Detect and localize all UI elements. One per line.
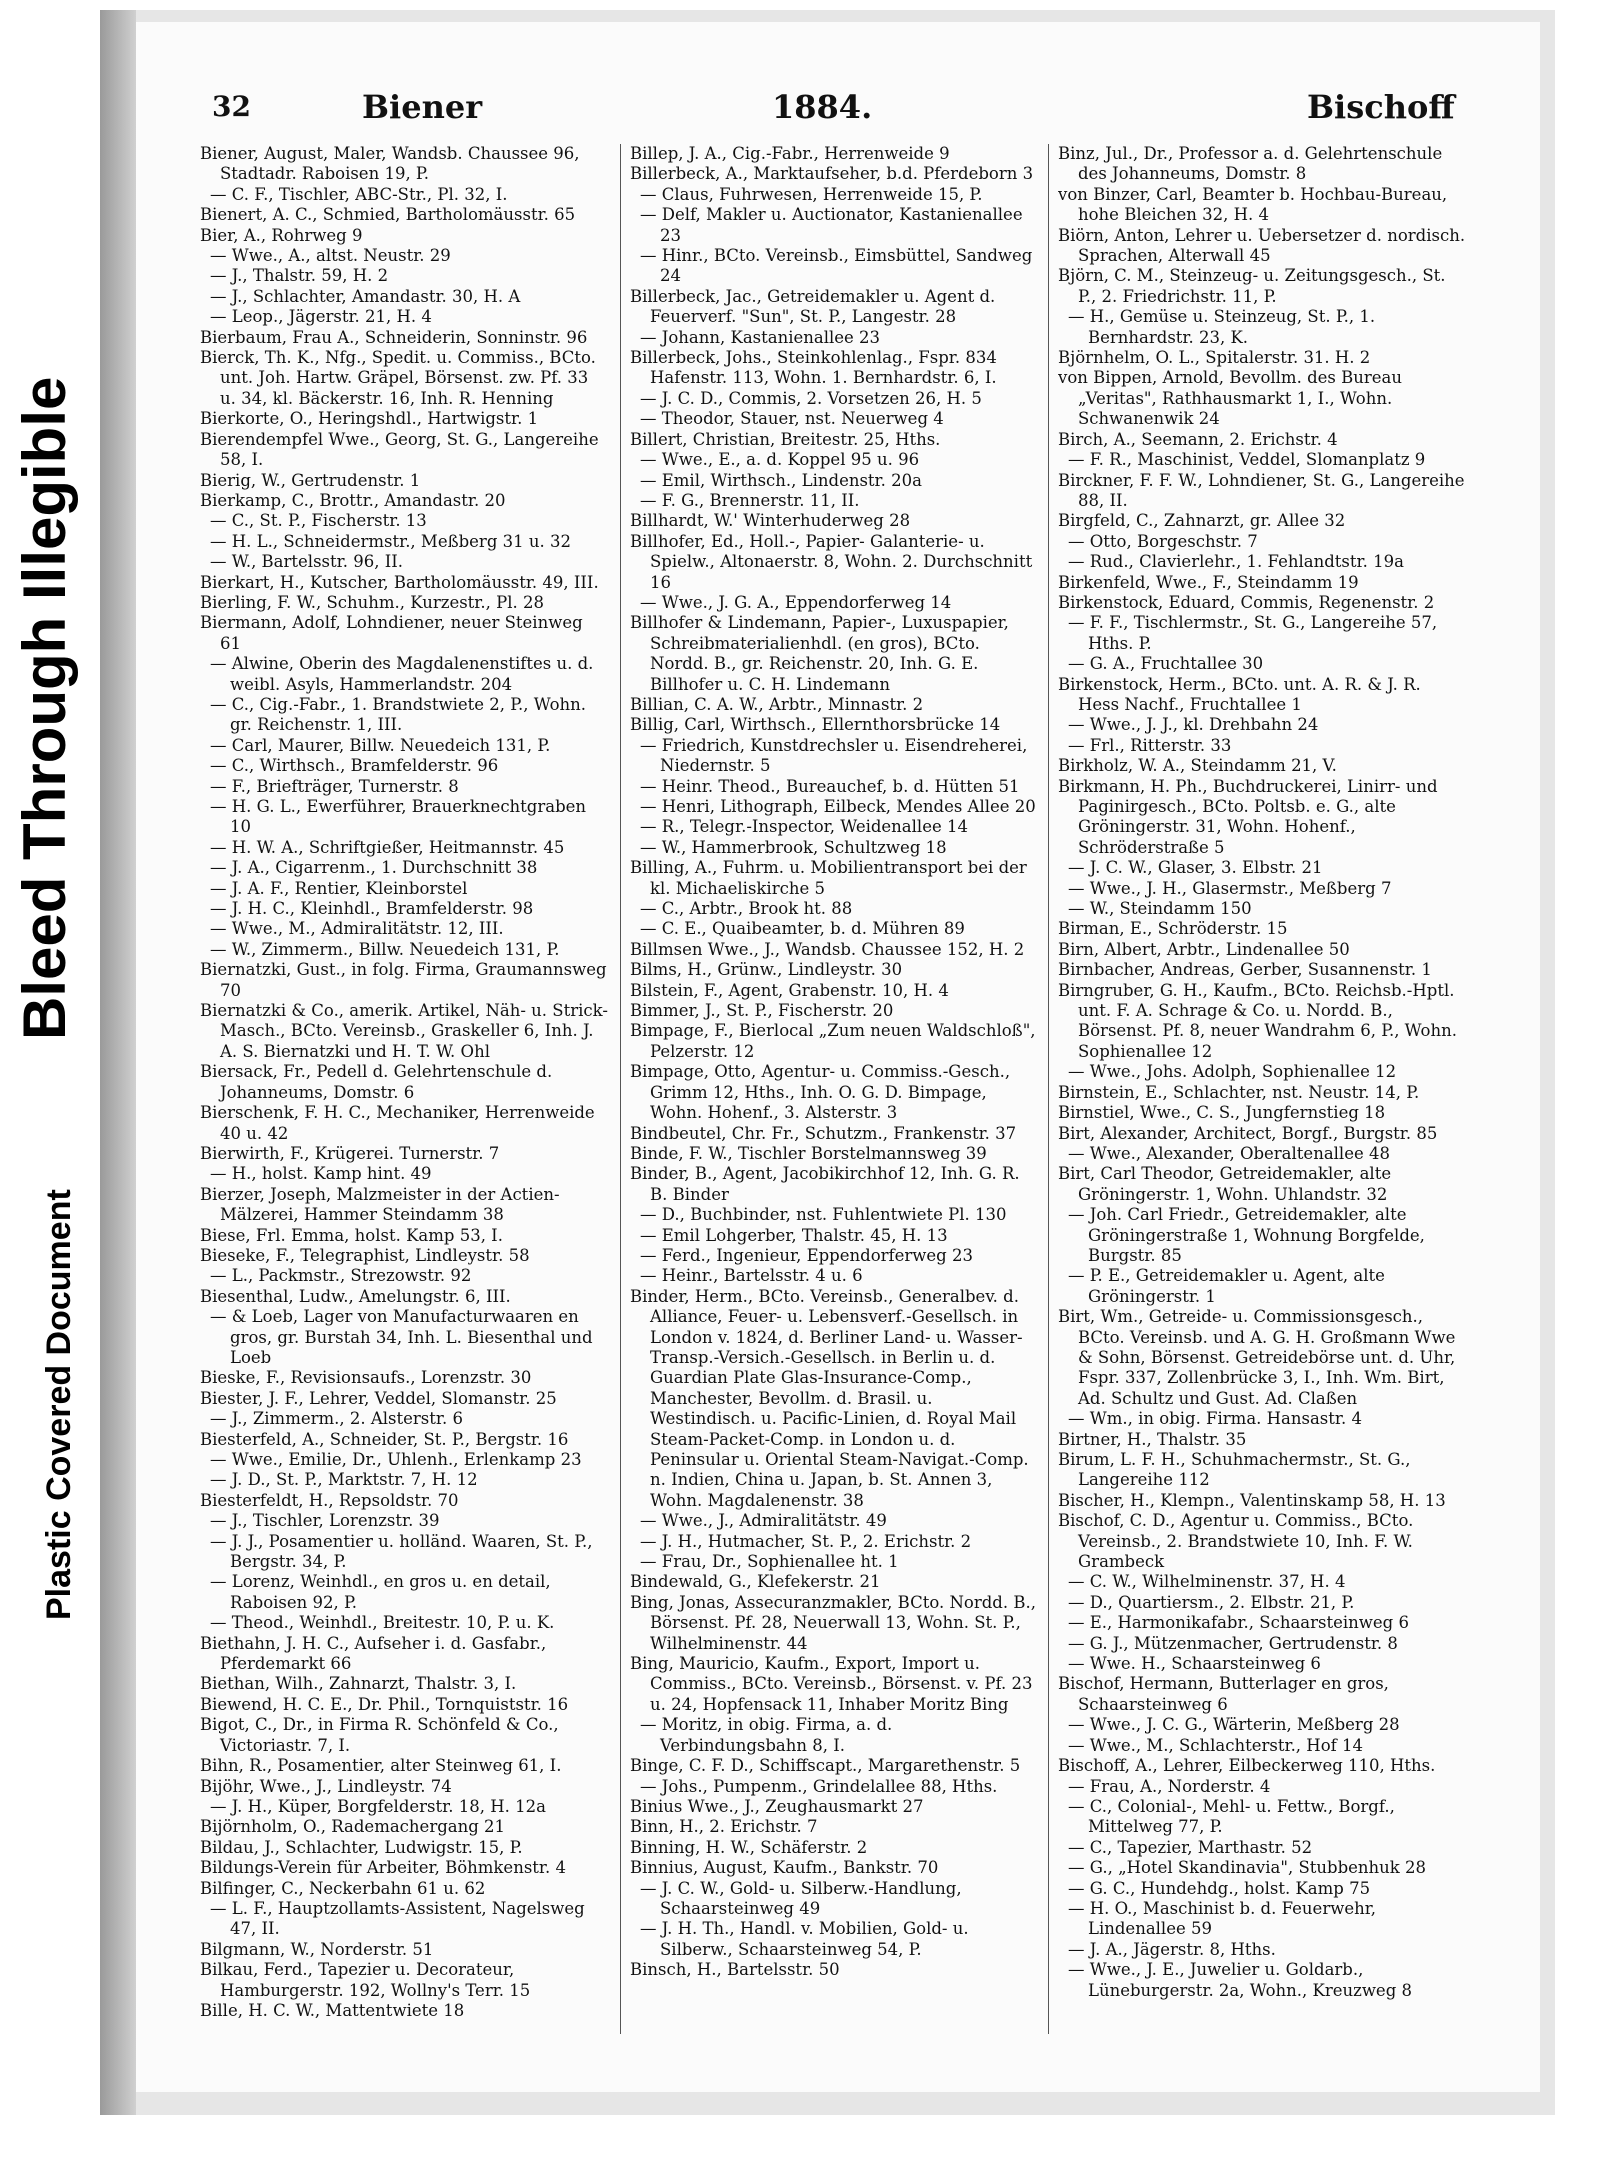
directory-entry: Bijöhr, Wwe., J., Lindleystr. 74 [200, 1776, 452, 1796]
directory-entry: Binsch, H., Bartelsstr. 50 [630, 1960, 840, 1980]
directory-entry: Bierling, F. W., Schuhm., Kurzestr., Pl. 28 [200, 592, 544, 612]
directory-entry: — Heinr. Theod., Bureauchef, b. d. Hütten 51 [640, 776, 1020, 796]
directory-entry: — G., „Hotel Skandinavia", Stubbenhuk 28 [1068, 1858, 1427, 1878]
directory-entry: — D., Quartiersm., 2. Elbstr. 21, P. [1068, 1592, 1355, 1612]
directory-entry: Björnhelm, O. L., Spitalerstr. 31. H. 2 [1058, 348, 1371, 368]
directory-entry: Bierkamp, C., Brottr., Amandastr. 20 [200, 490, 506, 510]
directory-entry: — C., St. P., Fischerstr. 13 [210, 511, 427, 531]
directory-entry: Bischer, H., Klempn., Valentinskamp 58, H. 13 [1058, 1490, 1446, 1510]
directory-entry: — Alwine, Oberin des Magdalenenstiftes u. d. weibl. Asyls, Hammerlandstr. 204 [210, 654, 594, 694]
directory-entry: — C. E., Quaibeamter, b. d. Mühren 89 [640, 919, 965, 939]
directory-entry: — Moritz, in obig. Firma, a. d. Verbindungsbahn 8, I. [640, 1715, 893, 1755]
directory-entry: Biethan, Wilh., Zahnarzt, Thalstr. 3, I. [200, 1674, 517, 1694]
directory-entry: Biersack, Fr., Pedell d. Gelehrtenschule d. Johanneums, Domstr. 6 [200, 1062, 553, 1102]
directory-entry: — J., Tischler, Lorenzstr. 39 [210, 1511, 440, 1531]
directory-entry: — Delf, Makler u. Auctionator, Kastanienallee 23 [640, 205, 1023, 245]
directory-entry: Bindbeutel, Chr. Fr., Schutzm., Frankenstr. 37 [630, 1123, 1017, 1143]
directory-entry: Birnstein, E., Schlachter, nst. Neustr. 14, P. [1058, 1082, 1420, 1102]
directory-entry: — Wwe., A., altst. Neustr. 29 [210, 246, 451, 266]
directory-entry: — P. E., Getreidemakler u. Agent, alte Gröningerstr. 1 [1068, 1266, 1385, 1306]
directory-entry: Bilkau, Ferd., Tapezier u. Decorateur, Hamburgerstr. 192, Wollny's Terr. 15 [200, 1960, 531, 2000]
directory-columns [200, 144, 1464, 2044]
directory-entry: Billerbeck, Johs., Steinkohlenlag., Fspr. 834 Hafenstr. 113, Wohn. 1. Bernhardstr. 6, I. [630, 348, 997, 388]
directory-entry: Bieseke, F., Telegraphist, Lindleystr. 58 [200, 1245, 530, 1265]
directory-entry: Birtner, H., Thalstr. 35 [1058, 1429, 1247, 1449]
directory-entry: — H. O., Maschinist b. d. Feuerwehr, Lindenallee 59 [1068, 1898, 1377, 1939]
directory-entry: Bimpage, F., Bierlocal „Zum neuen Waldschloß", Pelzerstr. 12 [630, 1021, 1036, 1061]
directory-entry: — Theodor, Stauer, nst. Neuerweg 4 [640, 409, 944, 429]
directory-entry: Birkenstock, Herm., BCto. unt. A. R. & J. R. Hess Nachf., Fruchtallee 1 [1058, 674, 1421, 714]
directory-entry: — R., Telegr.-Inspector, Weidenallee 14 [640, 817, 968, 837]
directory-entry: — J., Zimmerm., 2. Alsterstr. 6 [210, 1409, 463, 1429]
column-1 [200, 144, 608, 2021]
column-3 [1058, 144, 1466, 2001]
directory-entry: — & Loeb, Lager von Manufacturwaaren en gros, gr. Burstah 34, Inh. L. Biesenthal und Loeb [210, 1307, 593, 1367]
directory-entry: — J. J., Posamentier u. holländ. Waaren, St. P., Bergstr. 34, P. [210, 1531, 593, 1572]
directory-page [136, 22, 1540, 2092]
directory-entry: — Wwe., J. C. G., Wärterin, Meßberg 28 [1068, 1715, 1400, 1735]
directory-entry: Bildungs-Verein für Arbeiter, Böhmkenstr. 4 [200, 1858, 566, 1878]
directory-entry: — D., Buchbinder, nst. Fuhlentwiete Pl. 130 [640, 1205, 1007, 1225]
directory-entry: Billhardt, W.' Winterhuderweg 28 [630, 511, 911, 531]
directory-entry: — C. F., Tischler, ABC-Str., Pl. 32, I. [210, 184, 508, 204]
directory-entry: — J. H., Hutmacher, St. P., 2. Erichstr. 2 [640, 1531, 972, 1551]
directory-entry: — J. C. D., Commis, 2. Vorsetzen 26, H. 5 [640, 388, 982, 408]
directory-entry: Biernatzki & Co., amerik. Artikel, Näh- u. Strick-Masch., BCto. Vereinsb., Graskeller 6, Inh. J. A. S. Biernatzki und H. T. W. Ohl [200, 1001, 608, 1061]
directory-entry: — C., Tapezier, Marthastr. 52 [1068, 1837, 1313, 1857]
directory-entry: Björn, C. M., Steinzeug- u. Zeitungsgesch., St. P., 2. Friedrichstr. 11, P. [1058, 266, 1446, 306]
directory-entry: Bilgmann, W., Norderstr. 51 [200, 1939, 434, 1959]
book-binding-edge [100, 10, 136, 2115]
directory-entry: — F. G., Brennerstr. 11, II. [640, 490, 860, 510]
directory-entry: Binder, B., Agent, Jacobikirchhof 12, Inh. G. R. B. Binder [630, 1164, 1020, 1204]
directory-entry: — F. R., Maschinist, Veddel, Slomanplatz 9 [1068, 450, 1426, 470]
directory-entry: — Frau, A., Norderstr. 4 [1068, 1776, 1271, 1796]
right-margin-strip [1555, 10, 1600, 2115]
directory-entry: Birt, Carl Theodor, Getreidemakler, alte Gröningerstr. 1, Wohn. Uhlandstr. 32 [1058, 1164, 1392, 1204]
directory-entry: — C., Cig.-Fabr., 1. Brandstwiete 2, P., Wohn. gr. Reichenstr. 1, III. [210, 694, 587, 735]
directory-entry: — Henri, Lithograph, Eilbeck, Mendes Allee 20 [640, 797, 1036, 816]
directory-entry: Binnius, August, Kaufm., Bankstr. 70 [630, 1858, 939, 1878]
directory-entry: — L., Packmstr., Strezowstr. 92 [210, 1266, 472, 1286]
directory-entry: Biesterfeld, A., Schneider, St. P., Bergstr. 16 [200, 1429, 569, 1449]
directory-entry: — Wwe., J., Admiralitätstr. 49 [640, 1511, 887, 1531]
left-margin-strip [0, 0, 95, 2177]
directory-entry: Binning, H. W., Schäferstr. 2 [630, 1837, 868, 1857]
directory-entry: — Leop., Jägerstr. 21, H. 4 [210, 307, 432, 327]
directory-entry: Biewend, H. C. E., Dr. Phil., Tornquiststr. 16 [200, 1694, 569, 1714]
directory-entry: Birkenfeld, Wwe., F., Steindamm 19 [1058, 572, 1359, 592]
directory-entry: Birgfeld, C., Zahnarzt, gr. Allee 32 [1058, 511, 1346, 531]
directory-entry: Bierwirth, F., Krügerei. Turnerstr. 7 [200, 1143, 500, 1163]
directory-entry: — Otto, Borgeschstr. 7 [1068, 531, 1258, 551]
directory-entry: Bilfinger, C., Neckerbahn 61 u. 62 [200, 1878, 486, 1898]
directory-entry: — G. J., Mützenmacher, Gertrudenstr. 8 [1068, 1633, 1398, 1653]
directory-entry: Bilstein, F., Agent, Grabenstr. 10, H. 4 [630, 980, 949, 1000]
directory-entry: — H. W. A., Schriftgießer, Heitmannstr. 45 [210, 837, 565, 857]
column-divider-1 [620, 144, 621, 2034]
directory-entry: Biener, August, Maler, Wandsb. Chaussee 96, Stadtadr. Raboisen 19, P. [200, 144, 580, 184]
directory-entry: Birkmann, H. Ph., Buchdruckerei, Linirr- und Paginirgesch., BCto. Poltsb. e. G., alte Gröningerstr. 31, Wohn. Hohenf., Schröderstraße 5 [1058, 776, 1438, 857]
directory-entry: — Frl., Ritterstr. 33 [1068, 735, 1232, 755]
column-2 [630, 144, 1038, 1981]
directory-entry: Billert, Christian, Breitestr. 25, Hths. [630, 429, 941, 449]
directory-entry: — Emil Lohgerber, Thalstr. 45, H. 13 [640, 1225, 948, 1245]
directory-entry: Birman, E., Schröderstr. 15 [1058, 919, 1288, 939]
directory-entry: Bischof, C. D., Agentur u. Commiss., BCto. Vereinsb., 2. Brandstwiete 10, Inh. F. W. Grambeck [1058, 1511, 1414, 1572]
directory-entry: — Wwe. H., Schaarsteinweg 6 [1068, 1654, 1321, 1674]
directory-entry: Bildau, J., Schlachter, Ludwigstr. 15, P. [200, 1837, 523, 1857]
directory-entry: — Wwe., J. H., Glasermstr., Meßberg 7 [1068, 878, 1392, 898]
directory-entry: Bischoff, A., Lehrer, Eilbeckerweg 110, Hths. [1058, 1756, 1436, 1776]
directory-entry: — E., Harmonikafabr., Schaarsteinweg 6 [1068, 1613, 1409, 1633]
directory-entry: — Wwe., Johs. Adolph, Sophienallee 12 [1068, 1062, 1397, 1082]
directory-entry: Bing, Jonas, Assecuranzmakler, BCto. Nordd. B., Börsenst. Pf. 28, Neuerwall 13, Wohn. St. P., Wilhelminenstr. 44 [630, 1592, 1036, 1653]
page-number: 32 [212, 90, 251, 123]
directory-entry: Biermann, Adolf, Lohndiener, neuer Steinweg 61 [200, 613, 583, 653]
directory-entry: — H., Gemüse u. Steinzeug, St. P., 1. Bernhardstr. 23, K. [1068, 307, 1376, 347]
directory-entry: Bimmer, J., St. P., Fischerstr. 20 [630, 1001, 894, 1021]
page-header [212, 82, 1455, 142]
directory-entry: — Wwe., E., a. d. Koppel 95 u. 96 [640, 450, 920, 470]
directory-entry: — Joh. Carl Friedr., Getreidemakler, alte Gröningerstraße 1, Wohnung Borgfelde, Burgstr. 85 [1068, 1205, 1425, 1265]
directory-entry: Billig, Carl, Wirthsch., Ellernthorsbrücke 14 [630, 715, 1001, 735]
directory-entry: Bille, H. C. W., Mattentwiete 18 [200, 2000, 465, 2020]
directory-entry: — F., Briefträger, Turnerstr. 8 [210, 776, 459, 796]
directory-entry: — H., holst. Kamp hint. 49 [210, 1164, 432, 1184]
directory-entry: Biethahn, J. H. C., Aufseher i. d. Gasfabr., Pferdemarkt 66 [200, 1633, 547, 1674]
directory-entry: Birnstiel, Wwe., C. S., Jungfernstieg 18 [1058, 1103, 1386, 1123]
directory-entry: Billhofer & Lindemann, Papier-, Luxuspapier, Schreibmaterialienhdl. (en gros), BCto. Nordd. B., gr. Reichenstr. 20, Inh. G. E. Billhofer u. C. H. Lindemann [630, 613, 1009, 694]
directory-entry: Bieske, F., Revisionsaufs., Lorenzstr. 30 [200, 1368, 532, 1388]
directory-entry: Binge, C. F. D., Schiffscapt., Margarethenstr. 5 [630, 1756, 1021, 1776]
directory-entry: von Bippen, Arnold, Bevollm. des Bureau „Veritas", Rathhausmarkt 1, I., Wohn. Schwanenwik 24 [1058, 368, 1402, 429]
directory-entry: Bijörnholm, O., Rademachergang 21 [200, 1817, 506, 1837]
directory-entry: — Wwe., J. E., Juwelier u. Goldarb., Lüneburgerstr. 2a, Wohn., Kreuzweg 8 [1068, 1960, 1413, 2000]
directory-entry: — Wwe., M., Admiralitätstr. 12, III. [210, 919, 504, 939]
directory-entry: Billerbeck, Jac., Getreidemakler u. Agent d. Feuerverf. "Sun", St. P., Langestr. 28 [630, 286, 996, 327]
directory-entry: Billhofer, Ed., Holl.-, Papier- Galanterie- u. Spielw., Altonaerstr. 8, Wohn. 2. Durchschnitt 16 [630, 531, 1033, 592]
directory-entry: Binde, F. W., Tischler Borstelmannsweg 39 [630, 1143, 987, 1163]
directory-entry: Binn, H., 2. Erichstr. 7 [630, 1817, 818, 1837]
directory-entry: — Wm., in obig. Firma. Hansastr. 4 [1068, 1409, 1362, 1429]
directory-entry: — C., Arbtr., Brook ht. 88 [640, 899, 853, 919]
directory-entry: Bierzer, Joseph, Malzmeister in der Actien-Mälzerei, Hammer Steindamm 38 [200, 1184, 560, 1225]
directory-entry: — W., Bartelsstr. 96, II. [210, 552, 403, 572]
directory-entry: — Theod., Weinhdl., Breitestr. 10, P. u. K. [210, 1613, 555, 1633]
directory-entry: Biörn, Anton, Lehrer u. Uebersetzer d. nordisch. Sprachen, Alterwall 45 [1058, 225, 1466, 266]
directory-entry: Bilms, H., Grünw., Lindleystr. 30 [630, 960, 903, 980]
column-divider-2 [1048, 144, 1049, 2034]
directory-entry: — J. A., Jägerstr. 8, Hths. [1068, 1939, 1276, 1959]
directory-entry: Birt, Wm., Getreide- u. Commissionsgesch., BCto. Vereinsb. und A. G. H. Großmann Wwe & Sohn, Börsenst. Getreidebörse unt. d. Uhr, Fspr. 337, Zollenbrücke 3, I., Inh. Wm. Birt, Ad. Schultz und Gust. Ad. Claßen [1058, 1307, 1456, 1408]
directory-entry: von Binzer, Carl, Beamter b. Hochbau-Bureau, hohe Bleichen 32, H. 4 [1058, 184, 1448, 225]
directory-entry: Bimpage, Otto, Agentur- u. Commiss.-Gesch., Grimm 12, Hths., Inh. O. G. D. Bimpage, Wohn. Hohenf., 3. Alsterstr. 3 [630, 1062, 1011, 1123]
directory-entry: — Friedrich, Kunstdrechsler u. Eisendreherei, Niedernstr. 5 [640, 735, 1028, 776]
directory-entry: Biesenthal, Ludw., Amelungstr. 6, III. [200, 1286, 511, 1306]
directory-entry: Bier, A., Rohrweg 9 [200, 225, 363, 245]
directory-entry: Bierendempfel Wwe., Georg, St. G., Langereihe 58, I. [200, 429, 599, 470]
directory-entry: Birnbacher, Andreas, Gerber, Susannenstr. 1 [1058, 960, 1432, 980]
directory-entry: Binder, Herm., BCto. Vereinsb., Generalbev. d. Alliance, Feuer- u. Lebensverf.-Gesellsch. in London v. 1824, d. Berliner Land- u. Wasser-Transp.-Versich.-Gesellsch. in Berlin u. d. Guardian Plate Glas-Insurance-Comp., Manchester, Bevollm. d. Brasil. u. Westindisch. u. Pacific-Linien, d. Royal Mail Steam-Packet-Comp. in London u. d. Peninsular u. Oriental Steam-Navigat.-Comp. n. Indien, China u. Japan, b. St. Annen 3, Wohn. Magdalenenstr. 38 [630, 1286, 1029, 1510]
directory-entry: — J., Schlachter, Amandastr. 30, H. A [210, 286, 521, 306]
directory-entry: Bierbaum, Frau A., Schneiderin, Sonninstr. 96 [200, 327, 588, 347]
directory-entry: Birngruber, G. H., Kaufm., BCto. Reichsb.-Hptl. unt. F. A. Schrage & Co. u. Nordd. B., Börsenst. Pf. 8, neuer Wandrahm 6, P., Wohn. Sophienallee 12 [1058, 980, 1457, 1061]
header-left-catchword: Biener [362, 88, 483, 126]
directory-entry: Bing, Mauricio, Kaufm., Export, Import u. Commiss., BCto. Vereinsb., Börsenst. v. Pf. 23 u. 24, Hopfensack 11, Inhaber Moritz Bing [630, 1654, 1033, 1714]
bleed-through-label: Bleed Through Illegible [11, 376, 78, 1040]
directory-entry: Birum, L. F. H., Schuhmachermstr., St. G., Langereihe 112 [1058, 1450, 1411, 1490]
directory-entry: — C., Colonial-, Mehl- u. Fettw., Borgf., Mittelweg 77, P. [1068, 1796, 1395, 1837]
directory-entry: Bischof, Hermann, Butterlager en gros, Schaarsteinweg 6 [1058, 1674, 1389, 1714]
directory-entry: Billian, C. A. W., Arbtr., Minnastr. 2 [630, 694, 924, 714]
directory-entry: Birkholz, W. A., Steindamm 21, V. [1058, 756, 1337, 776]
directory-entry: — Johann, Kastanienallee 23 [640, 327, 881, 347]
directory-entry: Bigot, C., Dr., in Firma R. Schönfeld & Co., Victoriastr. 7, I. [200, 1715, 559, 1755]
directory-entry: Bienert, A. C., Schmied, Bartholomäusstr. 65 [200, 205, 576, 225]
directory-entry: Birckner, F. F. W., Lohndiener, St. G., Langereihe 88, II. [1058, 470, 1465, 510]
directory-entry: Biester, J. F., Lehrer, Veddel, Slomanstr. 25 [200, 1388, 557, 1408]
directory-entry: Bindewald, G., Klefekerstr. 21 [630, 1572, 881, 1592]
directory-entry: — Rud., Clavierlehr., 1. Fehlandtstr. 19a [1068, 552, 1404, 572]
directory-entry: Billmsen Wwe., J., Wandsb. Chaussee 152, H. 2 [630, 939, 1025, 959]
directory-entry: Binius Wwe., J., Zeughausmarkt 27 [630, 1796, 924, 1816]
directory-entry: — W., Hammerbrook, Schultzweg 18 [640, 837, 947, 857]
directory-entry: Biese, Frl. Emma, holst. Kamp 53, I. [200, 1225, 503, 1245]
directory-entry: — J. C. W., Glaser, 3. Elbstr. 21 [1068, 858, 1323, 878]
directory-entry: Biernatzki, Gust., in folg. Firma, Graumannsweg 70 [200, 960, 607, 1000]
directory-entry: Birt, Alexander, Architect, Borgf., Burgstr. 85 [1058, 1123, 1438, 1143]
directory-entry: Bierck, Th. K., Nfg., Spedit. u. Commiss., BCto. unt. Joh. Hartw. Gräpel, Börsenst. zw. Pf. 33 u. 34, kl. Bäckerstr. 16, Inh. R. Henning [200, 348, 596, 408]
directory-entry: — J. H. C., Kleinhdl., Bramfelderstr. 98 [210, 899, 534, 919]
directory-entry: — Claus, Fuhrwesen, Herrenweide 15, P. [640, 184, 983, 204]
directory-entry: — J. H., Küper, Borgfelderstr. 18, H. 12a [210, 1796, 546, 1816]
directory-entry: — G. C., Hundehdg., holst. Kamp 75 [1068, 1878, 1371, 1898]
directory-entry: — J. H. Th., Handl. v. Mobilien, Gold- u. Silberw., Schaarsteinweg 54, P. [640, 1919, 969, 1959]
directory-entry: — J. D., St. P., Marktstr. 7, H. 12 [210, 1470, 478, 1490]
directory-entry: Birkenstock, Eduard, Commis, Regenenstr. 2 [1058, 592, 1435, 612]
directory-entry: — L. F., Hauptzollamts-Assistent, Nagelsweg 47, II. [210, 1898, 585, 1939]
directory-entry: Billerbeck, A., Marktaufseher, b.d. Pferdeborn 3 [630, 164, 1034, 184]
directory-entry: — Wwe., J. J., kl. Drehbahn 24 [1068, 715, 1319, 735]
directory-entry: — Wwe., J. G. A., Eppendorferweg 14 [640, 592, 952, 612]
directory-entry: Bihn, R., Posamentier, alter Steinweg 61, I. [200, 1756, 562, 1776]
directory-entry: — F. F., Tischlermstr., St. G., Langereihe 57, Hths. P. [1068, 613, 1438, 653]
directory-entry: Biesterfeldt, H., Repsoldstr. 70 [200, 1490, 459, 1510]
directory-entry: Bierschenk, F. H. C., Mechaniker, Herrenweide 40 u. 42 [200, 1103, 595, 1143]
directory-entry: — H. L., Schneidermstr., Meßberg 31 u. 32 [210, 531, 571, 551]
plastic-covered-label: Plastic Covered Document [40, 1189, 78, 1620]
directory-entry: — J., Thalstr. 59, H. 2 [210, 266, 389, 286]
directory-entry: — Johs., Pumpenm., Grindelallee 88, Hths. [640, 1776, 998, 1796]
directory-entry: — Frau, Dr., Sophienallee ht. 1 [640, 1552, 899, 1572]
directory-entry: — G. A., Fruchtallee 30 [1068, 654, 1264, 674]
directory-entry: — Ferd., Ingenieur, Eppendorferweg 23 [640, 1245, 973, 1265]
directory-entry: — J. C. W., Gold- u. Silberw.-Handlung, Schaarsteinweg 49 [640, 1878, 962, 1918]
directory-entry: Binz, Jul., Dr., Professor a. d. Gelehrtenschule des Johanneums, Domstr. 8 [1058, 144, 1443, 184]
directory-entry: — J. A. F., Rentier, Kleinborstel [210, 878, 468, 898]
directory-entry: — Heinr., Bartelsstr. 4 u. 6 [640, 1266, 863, 1286]
directory-entry: — Wwe., Emilie, Dr., Uhlenh., Erlenkamp 23 [210, 1450, 582, 1469]
directory-entry: — H. G. L., Ewerführer, Brauerknechtgraben 10 [210, 797, 587, 837]
directory-entry: Birch, A., Seemann, 2. Erichstr. 4 [1058, 429, 1338, 449]
directory-entry: — J. A., Cigarrenm., 1. Durchschnitt 38 [210, 858, 538, 878]
directory-entry: — Hinr., BCto. Vereinsb., Eimsbüttel, Sandweg 24 [640, 246, 1033, 286]
directory-entry: — Wwe., M., Schlachterstr., Hof 14 [1068, 1735, 1363, 1755]
directory-entry: Bierig, W., Gertrudenstr. 1 [200, 470, 421, 490]
directory-entry: — Wwe., Alexander, Oberaltenallee 48 [1068, 1143, 1390, 1163]
directory-entry: — C., Wirthsch., Bramfelderstr. 96 [210, 756, 499, 776]
directory-entry: Birn, Albert, Arbtr., Lindenallee 50 [1058, 939, 1350, 959]
directory-entry: — Emil, Wirthsch., Lindenstr. 20a [640, 470, 922, 490]
directory-entry: Bierkorte, O., Heringshdl., Hartwigstr. 1 [200, 409, 539, 429]
directory-entry: — W., Zimmerm., Billw. Neuedeich 131, P. [210, 939, 560, 959]
directory-entry: Billing, A., Fuhrm. u. Mobilientransport bei der kl. Michaeliskirche 5 [630, 858, 1027, 898]
directory-entry: — Lorenz, Weinhdl., en gros u. en detail, Raboisen 92, P. [210, 1572, 551, 1612]
directory-entry: — C. W., Wilhelminenstr. 37, H. 4 [1068, 1572, 1346, 1592]
directory-entry: — W., Steindamm 150 [1068, 899, 1252, 919]
directory-entry: — Carl, Maurer, Billw. Neuedeich 131, P. [210, 735, 551, 755]
directory-entry: Billep, J. A., Cig.-Fabr., Herrenweide 9 [630, 144, 950, 163]
header-year: 1884. [772, 88, 873, 126]
header-right-catchword: Bischoff [1307, 88, 1455, 126]
directory-entry: Bierkart, H., Kutscher, Bartholomäusstr. 49, III. [200, 572, 599, 592]
